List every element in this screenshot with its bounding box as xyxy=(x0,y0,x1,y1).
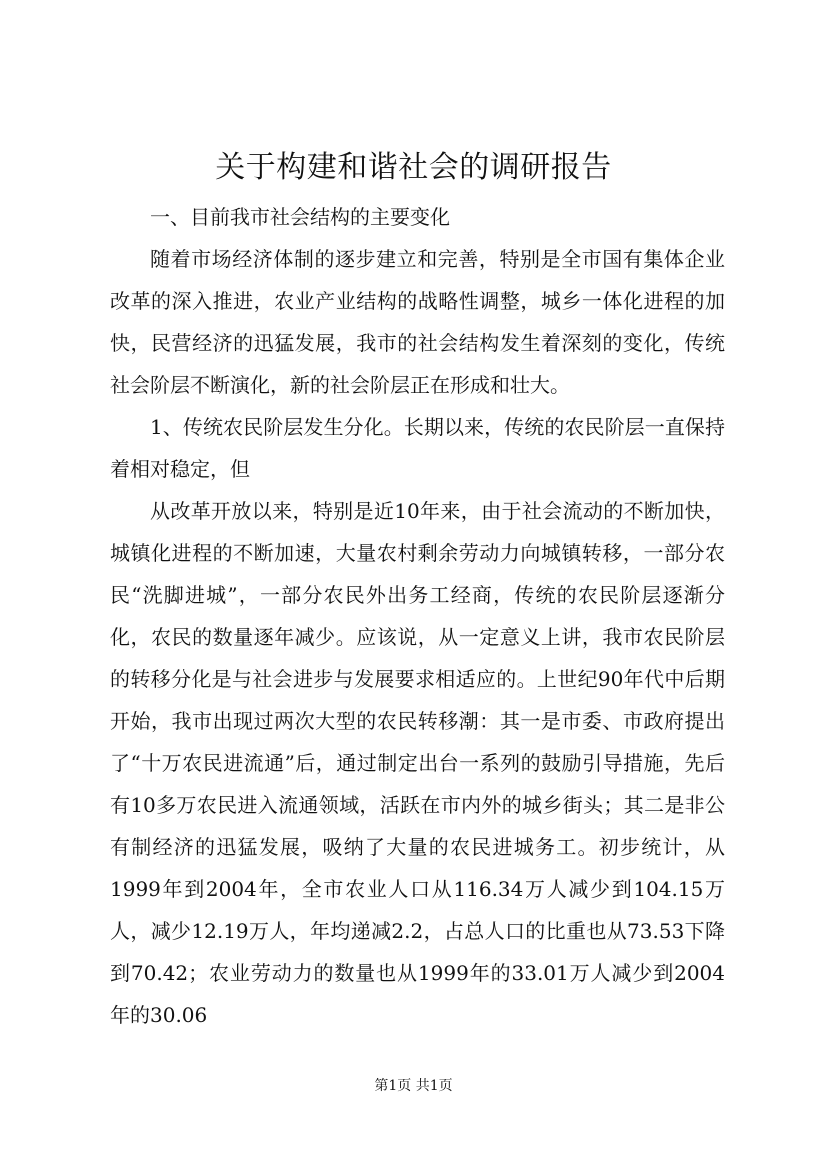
document-body xyxy=(110,196,725,1036)
paragraph: 1、传统农民阶层发生分化。长期以来，传统的农民阶层一直保持着相对稳定，但 xyxy=(110,415,725,481)
paragraph: 随着市场经济体制的逐步建立和完善，特别是全市国有集体企业改革的深入推进，农业产业结构的战略性调整，城乡一体化进程的加快，民营经济的迅猛发展，我市的社会结构发生着深刻的变化，传统社会阶层不断演化，新的社会阶层正在形成和壮大。 xyxy=(110,247,725,397)
paragraph: 从改革开放以来，特别是近10年来，由于社会流动的不断加快，城镇化进程的不断加速，大量农村剩余劳动力向城镇转移，一部分农民“洗脚进城”，一部分农民外出务工经商，传统的农民阶层逐渐分化，农民的数量逐年减少。应该说，从一定意义上讲，我市农民阶层的转移分化是与社会进步与发展要求相适应的。上世纪90年代中后期开始，我市出现过两次大型的农民转移潮：其一是市委、市政府提出了“十万农民进流通”后，通过制定出台一系列的鼓励引导措施，先后有10多万农民进入流通领域，活跃在市内外的城乡街头；其二是非公有制经济的迅猛发展，吸纳了大量的农民进城务工。初步统计，从1999年到2004年，全市农业人口从116.34万人减少到104.15万人，减少12.19万人，年均递减2.2，占总人口的比重也从73.53下降到70.42；农业劳动力的数量也从1999年的33.01万人减少到2004年的30.06 xyxy=(110,499,725,1027)
document-title: 关于构建和谐社会的调研报告 xyxy=(215,150,612,185)
section-heading: 一、目前我市社会结构的主要变化 xyxy=(150,205,450,229)
page-footer: 第1页 共1页 xyxy=(374,1078,453,1094)
